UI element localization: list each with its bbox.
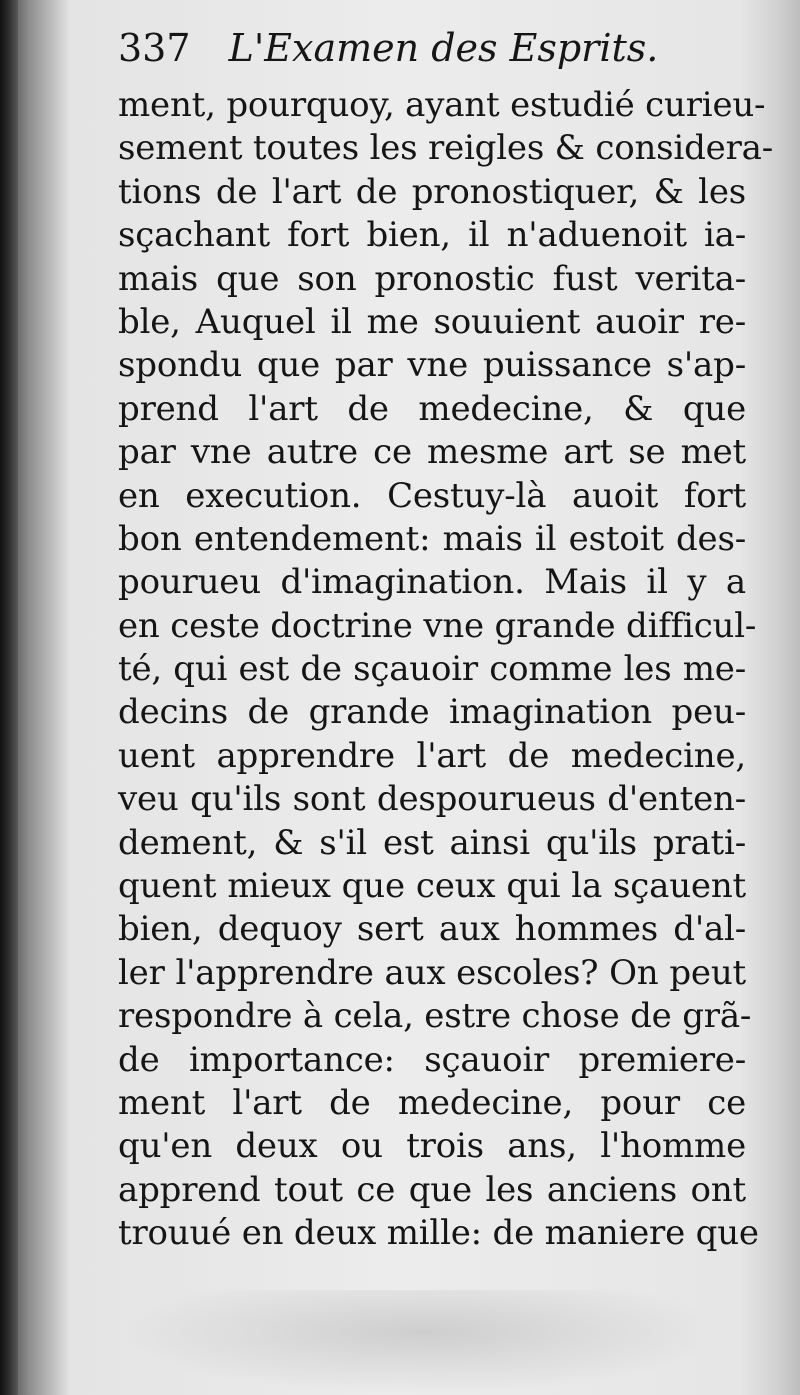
text-line: mais que son pronostic fust verita- [118, 258, 746, 299]
text-line: ble, Auquel il me souuient auoir re- [118, 301, 746, 342]
text-line: quent mieux que ceux qui la sçauent [118, 866, 746, 907]
text-line: té, qui est de sçauoir comme les me- [118, 649, 746, 690]
text-line: trouué en deux mille: de maniere que [118, 1213, 759, 1254]
text-line: qu'en deux ou trois ans, l'homme [118, 1126, 746, 1167]
running-header [118, 26, 758, 76]
text-line: respondre à cela, estre chose de grã- [118, 996, 752, 1037]
body-text [118, 84, 773, 1256]
text-line: pourueu d'imagination. Mais il y a [118, 562, 746, 603]
text-line: apprend tout ce que les anciens ont [118, 1169, 746, 1210]
text-line: par vne autre ce mesme art se met [118, 432, 746, 473]
page-number: 337 [118, 26, 191, 70]
text-line: sement toutes les reigles & considera- [118, 128, 773, 169]
text-line: uent apprendre l'art de medecine, [118, 735, 746, 776]
page-gutter-shadow [0, 0, 18, 1395]
text-line: bien, dequoy sert aux hommes d'al- [118, 909, 746, 950]
text-line: ment, pourquoy, ayant estudié curieu- [118, 85, 766, 125]
text-line: prend l'art de medecine, & que [118, 388, 746, 429]
text-line: ler l'apprendre aux escoles? On peut [118, 952, 746, 993]
text-line: dement, & s'il est ainsi qu'ils prati- [118, 822, 746, 863]
text-line: bon entendement: mais il estoit des- [118, 518, 746, 559]
text-line: en execution. Cestuy-là auoit fort [118, 475, 746, 516]
text-line: tions de l'art de pronostiquer, & les [118, 171, 746, 212]
paper-stain [120, 1290, 720, 1395]
text-line: veu qu'ils sont despourueus d'enten- [118, 779, 746, 820]
text-line: de importance: sçauoir premiere- [118, 1039, 746, 1080]
text-line: decins de grande imagination peu- [118, 692, 746, 733]
text-line: sçachant fort bien, il n'aduenoit ia- [118, 215, 746, 256]
text-line: en ceste doctrine vne grande difficul- [118, 605, 757, 646]
running-title: L'Examen des Esprits. [228, 26, 659, 70]
text-line: spondu que par vne puissance s'ap- [118, 345, 746, 386]
text-line: ment l'art de medecine, pour ce [118, 1082, 746, 1123]
